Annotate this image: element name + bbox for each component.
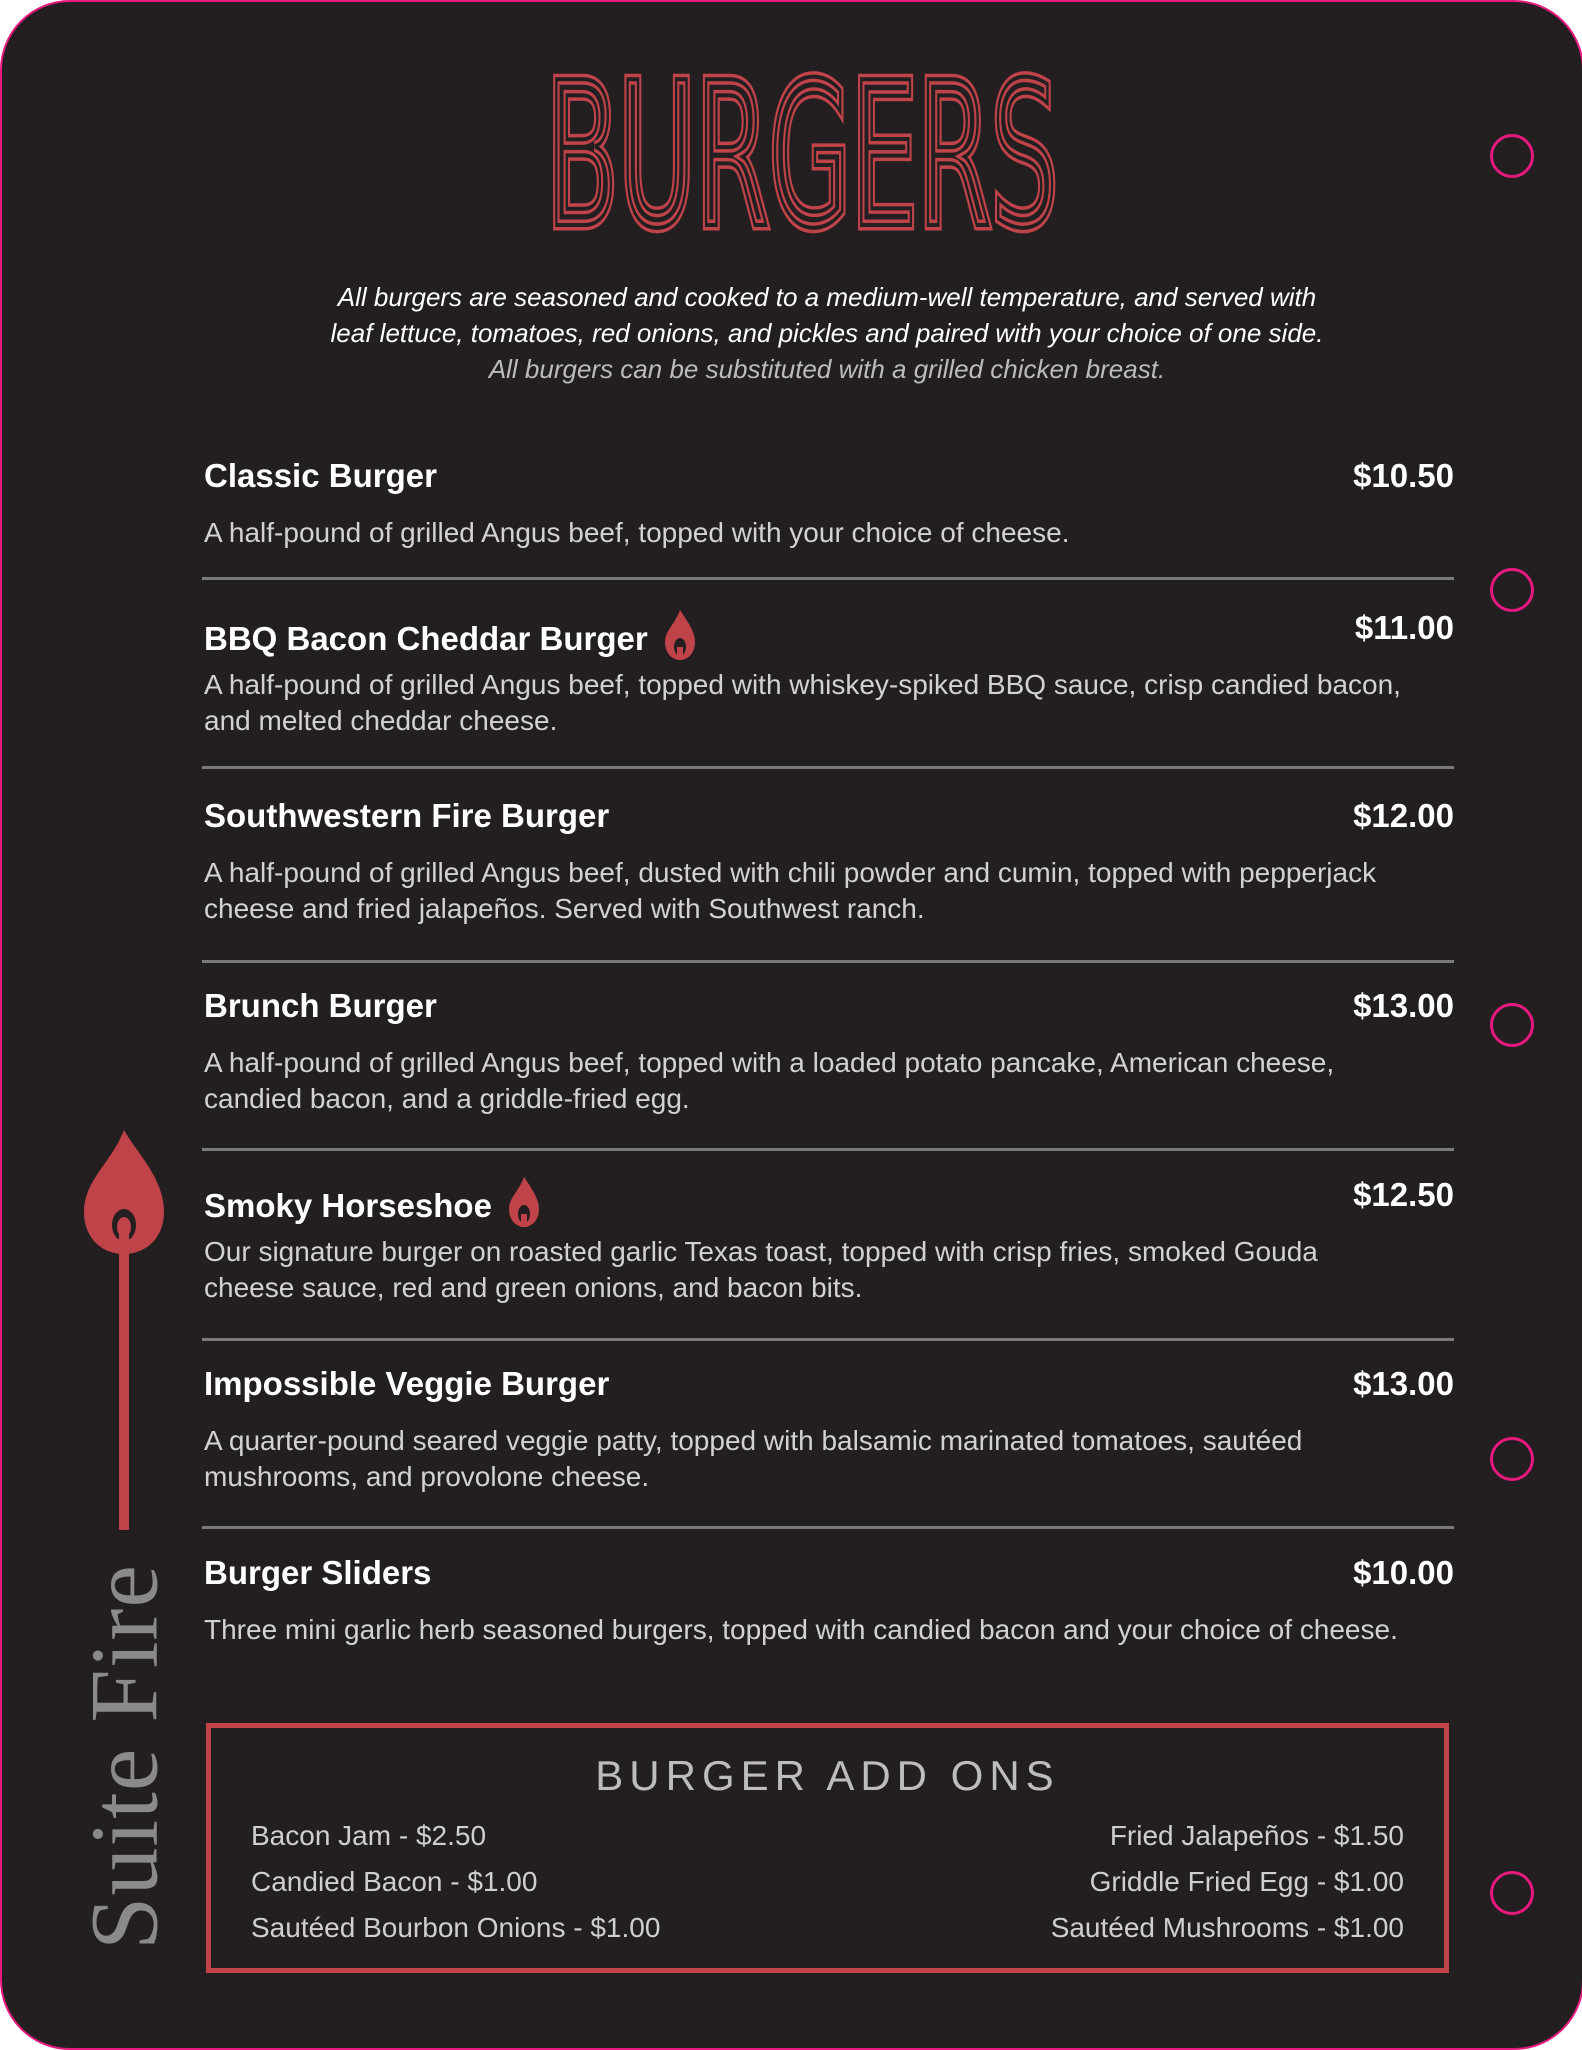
divider [202,766,1454,769]
item-name [204,987,437,1025]
item-description: A half-pound of grilled Angus beef, topped with your choice of cheese. [204,517,1070,548]
item-description: Our signature burger on roasted garlic Texas toast, topped with crisp fries, smoked Gouda cheese sauce, red and green onions, and bacon bits. [204,1236,1318,1303]
item-description: A half-pound of grilled Angus beef, topped with whiskey-spiked BBQ sauce, crisp candied bacon, and melted cheddar cheese. [204,669,1401,736]
binder-hole [1490,1003,1534,1047]
intro-text [182,279,1472,387]
item-price: $12.00 [1353,797,1454,834]
binder-hole [1490,134,1534,178]
item-description: A half-pound of grilled Angus beef, dusted with chili powder and cumin, topped with pepperjack cheese and fried jalapeños. Served with Southwest ranch. [204,857,1377,924]
binder-hole [1490,1871,1534,1915]
title-outline: BURGERS [546,57,1058,237]
item-name-text: Brunch Burger [204,987,437,1024]
addon-item: Candied Bacon - $1.00 [251,1866,538,1897]
item-name [204,609,696,669]
title-inner: BURGERS [546,57,1058,237]
item-description: Three mini garlic herb seasoned burgers, topped with candied bacon and your choice of cheese. [204,1614,1398,1645]
item-name [204,797,609,835]
addons-title: BURGER ADD ONS [595,1752,1060,1799]
divider [202,577,1454,580]
addon-item: Bacon Jam - $2.50 [251,1820,487,1851]
flame-icon [664,609,696,669]
addon-item: Sautéed Mushrooms - $1.00 [1050,1912,1404,1943]
intro-line-2: leaf lettuce, tomatoes, red onions, and pickles and paired with your choice of one side. [330,318,1324,348]
match-icon [82,1130,166,1535]
flame-icon [508,1176,540,1236]
addons-box [206,1723,1449,1973]
title-graphic [542,57,1062,237]
page-title [542,57,1062,242]
brand-logo-text: Suite Fire [70,1564,178,1950]
intro-line-1: All burgers are seasoned and cooked to a medium-well temperature, and served with [337,282,1317,312]
item-name-text: BBQ Bacon Cheddar Burger [204,620,648,657]
item-price: $12.50 [1353,1176,1454,1213]
divider [202,1526,1454,1529]
divider [202,1148,1454,1151]
item-price: $11.00 [1354,609,1454,646]
item-price: $13.00 [1353,987,1454,1024]
item-name-text: Smoky Horseshoe [204,1187,492,1224]
item-price: $10.00 [1353,1554,1454,1591]
item-name [204,1554,431,1592]
divider [202,1338,1454,1341]
addons-left-column [251,1813,660,1951]
item-name-text: Classic Burger [204,457,437,494]
item-name-text: Impossible Veggie Burger [204,1365,610,1402]
item-name [204,1176,540,1236]
binder-hole [1490,568,1534,612]
item-description: A half-pound of grilled Angus beef, topped with a loaded potato pancake, American cheese, candied bacon, and a griddle-fried egg. [204,1047,1335,1114]
item-price: $13.00 [1353,1365,1454,1402]
addon-item: Griddle Fried Egg - $1.00 [1089,1866,1404,1897]
item-description: A quarter-pound seared veggie patty, topped with balsamic marinated tomatoes, sautéed mushrooms, and provolone cheese. [204,1425,1303,1492]
divider [202,960,1454,963]
item-name-text: Southwestern Fire Burger [204,797,610,834]
item-name [204,1365,609,1403]
addon-item: Fried Jalapeños - $1.50 [1109,1820,1404,1851]
addon-item: Sautéed Bourbon Onions - $1.00 [251,1912,661,1943]
item-price: $10.50 [1353,457,1454,494]
item-name [204,457,437,495]
binder-hole [1490,1437,1534,1481]
intro-line-3: All burgers can be substituted with a grilled chicken breast. [488,354,1166,384]
item-name-text: Burger Sliders [204,1554,432,1591]
addons-right-column [1051,1813,1404,1951]
